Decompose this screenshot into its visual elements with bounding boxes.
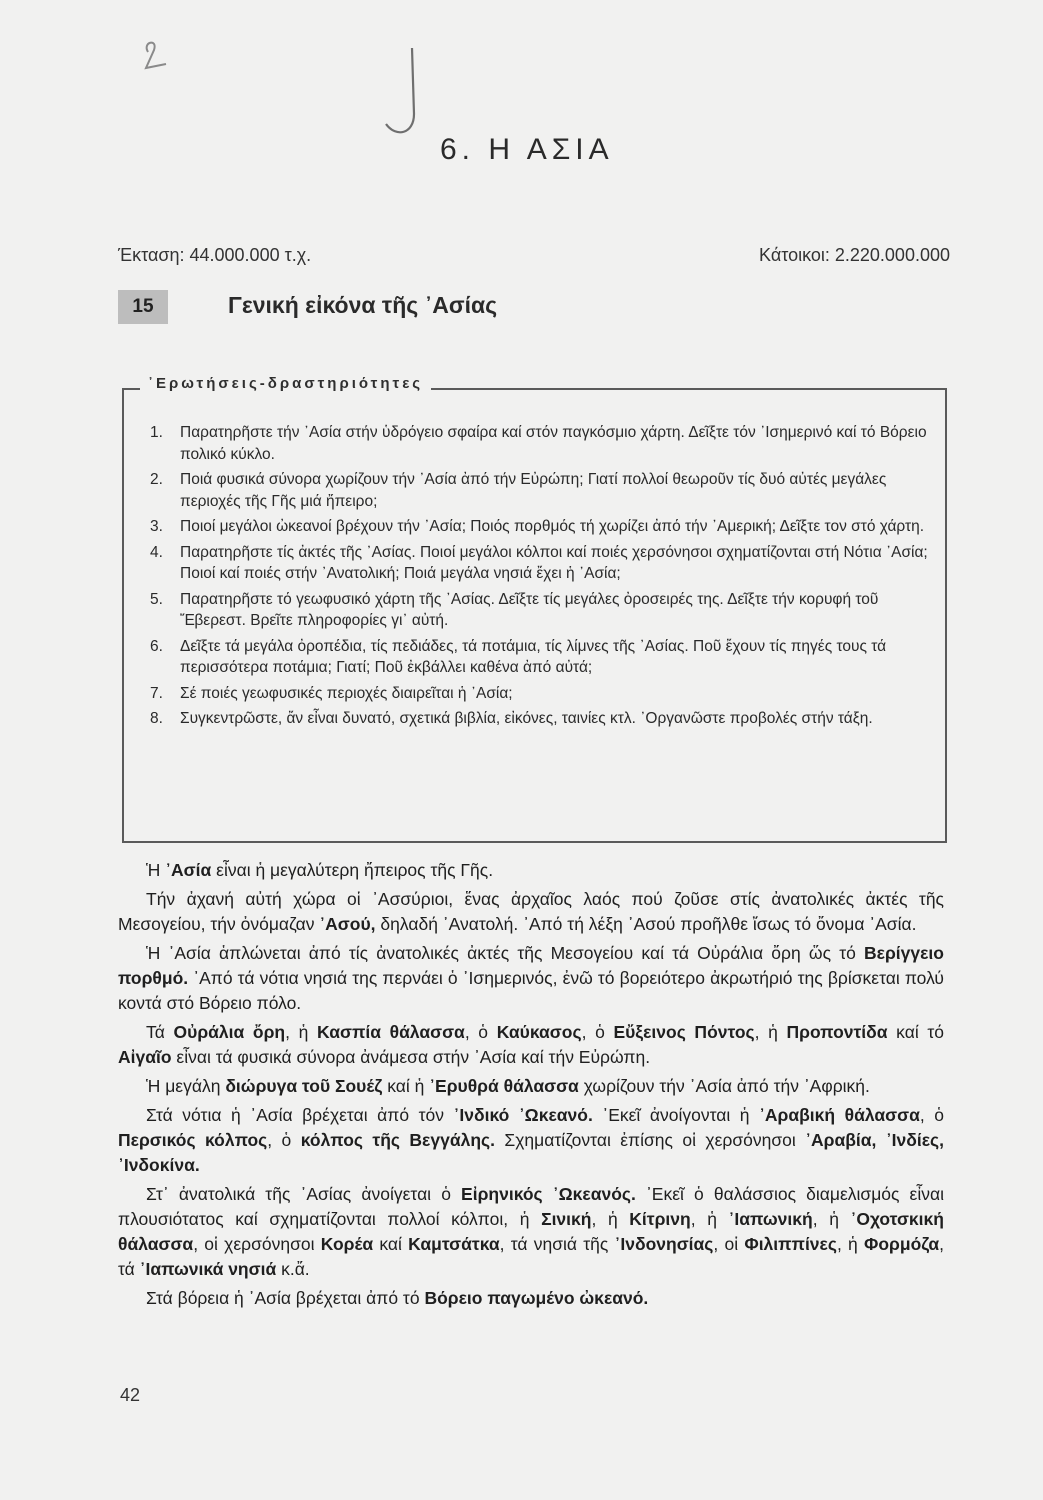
page-number: 42 <box>120 1385 141 1405</box>
population-stat: Κάτοικοι: 2.220.000.000 <box>759 245 950 265</box>
handwritten-pencil-marks <box>140 40 440 150</box>
paragraph: Τά Οὐράλια ὄρη, ἡ Κασπία θάλασσα, ὁ Καύκασος, ὁ Εὔξεινος Πόντος, ἡ Προποντίδα καί τό Αἰγαῖο εἶναι τά φυσικά σύνορα ἀνάμεσα στήν ᾿Ασία καί τήν Εὐρώπη. <box>118 1022 944 1067</box>
paragraph: Ἡ ᾿Ασία ἁπλώνεται ἀπό τίς ἀνατολικές ἀκτές τῆς Μεσογείου καί τά Οὐράλια ὄρη ὥς τό Βερίγγειο πορθμό. ᾿Από τά νότια νησιά της περνάει ὁ ᾿Ισημερινός, ἐνῶ τό βορειότερο ἀκρωτήριό της βρίσκεται πολύ κοντά στό Βόρειο πόλο. <box>118 943 944 1013</box>
chapter-stats <box>118 245 950 266</box>
section-title: Γενική εἰκόνα τῆς ᾿Ασίας <box>228 292 498 318</box>
questions-list <box>150 422 940 734</box>
area-stat: Έκταση: 44.000.000 τ.χ. <box>118 245 312 265</box>
question-item: 3. Ποιοί μεγάλοι ὠκεανοί βρέχουν τήν ᾿Ασία; Ποιός πορθμός τή χωρίζει ἀπό τήν ᾿Αμερική; Δεῖξτε τον στό χάρτη. <box>150 518 925 535</box>
body-text <box>118 858 944 1315</box>
paragraph: Στά νότια ἡ ᾿Ασία βρέχεται ἀπό τόν ᾿Ινδικό ᾿Ωκεανό. ᾿Εκεῖ ἀνοίγονται ἡ ᾿Αραβική θάλασσα, ὁ Περσικός κόλπος, ὁ κόλπος τῆς Βεγγάλης. Σχηματίζονται ἐπίσης οἱ χερσόνησοι ᾿Αραβία, ᾿Ινδίες, ᾿Ινδοκίνα. <box>118 1105 944 1175</box>
paragraph: Ἡ ᾿Ασία εἶναι ἡ μεγαλύτερη ἤπειρος τῆς Γῆς. <box>146 860 494 880</box>
paragraph: Τήν ἀχανή αὐτή χώρα οἱ ᾿Ασσύριοι, ἕνας ἀρχαῖος λαός πού ζοῦσε στίς ἀνατολικές ἀκτές τῆς Μεσογείου, τήν ὀνόμαζαν ᾿Ασού, δηλαδή ᾿Ανατολή. ᾿Από τή λέξη ᾿Ασού προῆλθε ἴσως τό ὄνομα ᾿Ασία. <box>118 889 944 934</box>
question-item: 6. Δεῖξτε τά μεγάλα ὀροπέδια, τίς πεδιάδες, τά ποτάμια, τίς λίμνες τῆς ᾿Ασίας. Ποῦ ἔχουν τίς πηγές τους τά περισσότερα ποτάμια; Γιατί; Ποῦ ἐκβάλλει καθένα ἀπό αὐτά; <box>150 637 887 676</box>
question-item: 1. Παρατηρῆστε τήν ᾿Ασία στήν ὑδρόγειο σφαίρα καί στόν παγκόσμιο χάρτη. Δεῖξτε τόν ᾿Ισημερινό καί τό Βόρειο πολικό κύκλο. <box>150 424 927 463</box>
question-item: 5. Παρατηρῆστε τό γεωφυσικό χάρτη τῆς ᾿Ασίας. Δεῖξτε τίς μεγάλες ὀροσειρές της. Δεῖξτε τήν κορυφή τοῦ Ἔβερεστ. Βρεῖτε πληροφορίες γι᾿ αὐτή. <box>150 590 879 629</box>
chapter-title: 6. Η ΑΣΙΑ <box>440 133 614 166</box>
question-item: 2. Ποιά φυσικά σύνορα χωρίζουν τήν ᾿Ασία ἀπό τήν Εὐρώπη; Γιατί πολλοί θεωροῦν τίς δυό αὐτές μεγάλες περιοχές τῆς Γῆς μιά ἤπειρο; <box>150 471 887 510</box>
paragraph: Ἡ μεγάλη διώρυγα τοῦ Σουέζ καί ἡ ᾿Ερυθρά θάλασσα χωρίζουν τήν ᾿Ασία ἀπό τήν ᾿Αφρική. <box>146 1076 870 1096</box>
question-item: 4. Παρατηρῆστε τίς ἀκτές τῆς ᾿Ασίας. Ποιοί μεγάλοι κόλποι καί ποιές χερσόνησοι σχηματίζονται στή Νότια ᾿Ασία; Ποιοί καί ποιές στήν ᾿Ανατολική; Ποιά μεγάλα νησιά ἔχει ἡ ᾿Ασία; <box>150 543 928 582</box>
questions-heading: ᾿Ερωτήσεις-δραστηριότητες <box>140 375 431 392</box>
section-number-badge: 15 <box>118 290 168 324</box>
question-item: 7. Σέ ποιές γεωφυσικές περιοχές διαιρεῖται ἡ ᾿Ασία; <box>150 684 513 702</box>
paragraph: Στ᾿ ἀνατολικά τῆς ᾿Ασίας ἀνοίγεται ὁ Εἰρηνικός ᾿Ωκεανός. ᾿Εκεῖ ὁ θαλάσσιος διαμελισμός εἶναι πλουσιότατος καί σχηματίζονται πολλοί κόλποι, ἡ Σινική, ἡ Κίτρινη, ἡ ᾿Ιαπωνική, ἡ ᾿Οχοτσκική θάλασσα, οἱ χερσόνησοι Κορέα καί Καμτσάτκα, τά νησιά τῆς ᾿Ινδονησίας, οἱ Φιλιππίνες, ἡ Φορμόζα, τά ᾿Ιαπωνικά νησιά κ.ἄ. <box>118 1184 945 1279</box>
question-item: 8. Συγκεντρῶστε, ἄν εἶναι δυνατό, σχετικά βιβλία, εἰκόνες, ταινίες κτλ. ᾿Οργανῶστε προβολές στήν τάξη. <box>150 710 873 727</box>
paragraph: Στά βόρεια ἡ ᾿Ασία βρέχεται ἀπό τό Βόρειο παγωμένο ὠκεανό. <box>146 1288 649 1308</box>
